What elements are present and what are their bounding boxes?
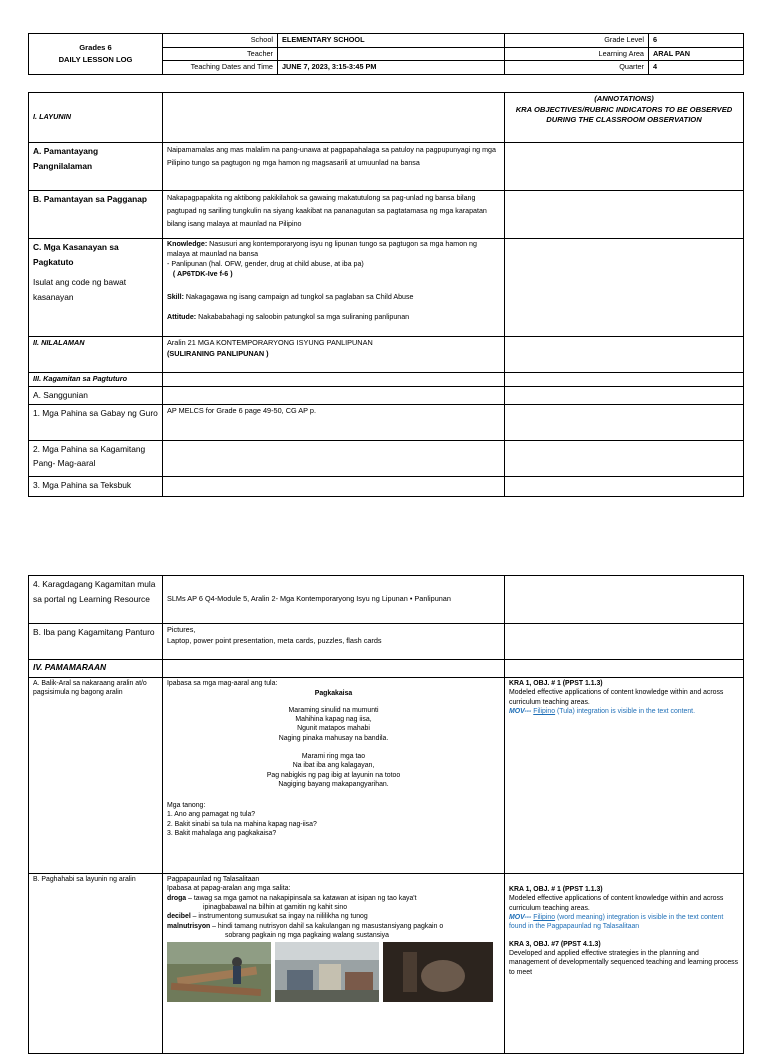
- annotation-cell-kagamitang: [505, 440, 744, 476]
- poem-line: Pag nabigkis ng pag ibig at layunin na totoo: [266, 771, 401, 779]
- pamamaraan-label: IV. PAMAMARAAN: [29, 660, 163, 678]
- gabay-text: AP MELCS for Grade 6 page 49-50, CG AP p.: [163, 404, 505, 440]
- malnutrisyon-term: malnutrisyon: [167, 922, 211, 930]
- kra3-title: KRA 3, OBJ. #7 (PPST 4.1.3): [509, 940, 601, 948]
- annotation-cell-c: [505, 239, 744, 337]
- photo-dark-scene: [383, 942, 493, 1002]
- tanong-item: 3. Bakit mahalaga ang pagkakaisa?: [167, 830, 277, 838]
- kra1-title: KRA 1, OBJ. # 1 (PPST 1.1.3): [509, 680, 603, 687]
- gabay-label: 1. Mga Pahina sa Gabay ng Guro: [29, 404, 163, 440]
- skill-text: Nakagagawa ng isang campaign ad tungkol sa paglaban sa Child Abuse: [183, 292, 414, 301]
- school-label: School: [163, 34, 278, 48]
- kra1b-mov: [509, 913, 739, 932]
- iba-text-1: Pictures,: [167, 625, 196, 634]
- iba-text-2: Laptop, power point presentation, meta cards, puzzles, flash cards: [167, 635, 382, 645]
- droga-def2: ipinagbabawal na bilhin at gamitin ng kahit sino: [203, 903, 348, 911]
- droga-entry: [167, 894, 500, 903]
- annotation-cell-iba: [505, 624, 744, 660]
- kra1-mov-text: (Tula) integration is visible in the text content.: [555, 707, 696, 715]
- kra1b-text: Modeled effective applications of content knowledge within and across curriculum teaching areas.: [509, 895, 724, 912]
- pamamaraan-content: [163, 660, 505, 678]
- quarter-label: Quarter: [505, 61, 649, 75]
- annotation-cell-gabay: [505, 404, 744, 440]
- kasanayan-label: C. Mga Kasanayan sa Pagkatuto: [33, 242, 119, 267]
- poem-title: Pagkakaisa: [314, 690, 353, 698]
- quarter-value: 4: [649, 61, 744, 75]
- knowledge-label: Knowledge:: [167, 240, 208, 248]
- kra1b-title: KRA 1, OBJ. # 1 (PPST 1.1.3): [509, 886, 603, 893]
- log-title-grade: Grades 6: [79, 42, 112, 52]
- malnutrisyon-entry: [167, 922, 500, 931]
- grade-label: Grade Level: [505, 34, 649, 48]
- nilalaman-content: [163, 337, 505, 373]
- poem-line: Maraming sinulid na mumunti: [288, 706, 379, 714]
- knowledge-line2: - Panlipunan (hal. OFW, gender, drug at child abuse, at iba pa): [167, 259, 364, 268]
- layunin-content: [163, 93, 505, 143]
- poem-line: Ngunit matapos mahabi: [297, 725, 370, 733]
- nilalaman-text: Aralin 21 MGA KONTEMPORARYONG ISYUNG PANLIPUNAN: [167, 338, 373, 347]
- teacher-value: [278, 47, 505, 61]
- sanggunian-content: [163, 386, 505, 404]
- attitude-label: Attitude:: [167, 312, 197, 321]
- dates-label: Teaching Dates and Time: [163, 61, 278, 75]
- paghahabi-title: Pagpapaunlad ng Talasalitaan: [167, 876, 260, 883]
- photo-garbage: [275, 942, 379, 1002]
- kra1b-mov-link: Filipino: [533, 913, 556, 921]
- kra1b-mov-text: (word meaning) integration is visible in the text content found in the Pagpapaunlad ng Talasalitaan: [509, 913, 724, 931]
- poem-stanza-2: [167, 752, 500, 789]
- annotation-cell-a: [505, 143, 744, 191]
- knowledge-text: Nasusuri ang kontemporaryong isyu ng lipunan tungo sa pagtugon sa mga hamon ng malaya at maunlad na bansa: [167, 240, 477, 258]
- annotation-cell-paghahabi: [505, 874, 744, 1054]
- pamantayan-pagganap-label: B. Pamantayan sa Pagganap: [29, 191, 163, 239]
- photo-logging: [167, 942, 271, 1002]
- decibel-def: – instrumentong sumusukat sa ingay na nililikha ng tunog: [190, 913, 368, 921]
- paghahabi-intro: Ipabasa at papag-aralan ang mga salita:: [167, 885, 291, 893]
- annotation-cell-b: [505, 191, 744, 239]
- school-value: ELEMENTARY SCHOOL: [278, 34, 505, 48]
- header-table: [28, 33, 744, 75]
- droga-term: droga: [167, 894, 187, 902]
- tanong-label: Mga tanong:: [167, 802, 206, 810]
- layunin-label: I. LAYUNIN: [29, 93, 163, 143]
- balik-label: A. Balik-Aral sa nakaraang aralin at/o pagsisimula ng bagong aralin: [29, 678, 163, 874]
- kra1b-mov-label: MOV---: [509, 913, 532, 921]
- annotation-cell-balik: [505, 678, 744, 874]
- poem-line: Nagiging bayang makapangyarihan.: [278, 780, 389, 788]
- attitude-text: Nakababahagi ng saloobin patungkol sa mga suliraning panlipunan: [196, 312, 410, 321]
- karagdagang-text: SLMs AP 6 Q4-Module 5, Aralin 2- Mga Kontemporaryong Isyu ng Lipunan • Panlipunan: [163, 576, 505, 624]
- iba-content: [163, 624, 505, 660]
- kagamitan-label: III. Kagamitan sa Pagtuturo: [29, 373, 163, 387]
- kasanayan-content: [163, 239, 505, 337]
- malnutrisyon-def: – hindi tamang nutrisyon dahil sa kakulangan ng masustansiyang pagkain o: [210, 922, 444, 930]
- balik-intro: Ipabasa sa mga mag-aaral ang tula:: [167, 680, 278, 687]
- poem-stanza-1: [167, 706, 500, 743]
- karagdagang-label: 4. Karagdagang Kagamitan mula sa portal ng Learning Resource: [29, 576, 163, 624]
- annotation-cell-pamamaraan: [505, 660, 744, 678]
- paghahabi-label: B. Paghahabi sa layunin ng aralin: [29, 874, 163, 1054]
- annotation-cell-karagdagang: [505, 576, 744, 624]
- annotation-cell-teksbuk: [505, 476, 744, 496]
- teacher-label: Teacher: [163, 47, 278, 61]
- iba-label: B. Iba pang Kagamitang Panturo: [29, 624, 163, 660]
- annotation-cell-nilalaman: [505, 337, 744, 373]
- kasanayan-sub: Isulat ang code ng bawat kasanayan: [33, 277, 127, 303]
- annotation-header: (ANNOTATIONS) KRA OBJECTIVES/RUBRIC INDICATORS TO BE OBSERVED DURING THE CLASSROOM OBSERVATION: [505, 93, 744, 143]
- paghahabi-content: [163, 874, 505, 1054]
- tanong-item: 1. Ano ang pamagat ng tula?: [167, 811, 256, 819]
- pamantayang-pangnilalaman-text: Naipamamalas ang mas malalim na pang-unawa at pagpapahalaga sa patuloy na pagpupunyagi ng mga Pilipino tungo sa pagtugon ng mga hamon ng magsasarili at umuunlad na bansa: [163, 143, 505, 191]
- log-title: [29, 34, 163, 75]
- knowledge-code: ( AP6TDK-Ive f-6 ): [172, 269, 233, 278]
- kagamitan-content: [163, 373, 505, 387]
- annotation-cell-kagamitan: [505, 373, 744, 387]
- kasanayan-cell: [29, 239, 163, 337]
- poem-line: Marami ring mga tao: [301, 752, 366, 760]
- log-title-name: DAILY LESSON LOG: [58, 54, 133, 64]
- dates-value: JUNE 7, 2023, 3:15-3:45 PM: [278, 61, 505, 75]
- annotation-cell-sanggunian: [505, 386, 744, 404]
- kagamitang-label: 2. Mga Pahina sa Kagamitang Pang- Mag-aaral: [29, 440, 163, 476]
- nilalaman-label: II. NILALAMAN: [29, 337, 163, 373]
- poem-line: Na ibat iba ang kalagayan,: [292, 762, 375, 770]
- droga-def: – tawag sa mga gamot na nakapipinsala sa katawan at isipan ng tao kaya't: [186, 894, 417, 902]
- kra3-text: Developed and applied effective strategies in the planning and management of developmentally sequenced teaching and learning process to meet: [509, 949, 739, 976]
- tanong-item: 2. Bakit sinabi sa tula na mahina kapag nag-iisa?: [167, 820, 317, 828]
- kra1-mov: [509, 707, 739, 716]
- pamantayang-pangnilalaman-label: A. Pamantayang Pangnilalaman: [29, 143, 163, 191]
- decibel-entry: [167, 912, 500, 921]
- poem-line: Naging pinaka mahusay na bandila.: [278, 734, 389, 742]
- decibel-term: decibel: [167, 913, 191, 921]
- photo-row: [167, 942, 500, 1002]
- malnutrisyon-def2: sobrang pagkain ng mga pagkaing walang sustansiya: [225, 931, 389, 939]
- kagamitang-content: [163, 440, 505, 476]
- balik-content: [163, 678, 505, 874]
- kra1-mov-label: MOV---: [509, 707, 532, 715]
- kra1-mov-link: Filipino: [533, 707, 556, 715]
- lesson-table-2: [28, 575, 744, 1054]
- pamantayan-pagganap-text: Nakapagpapakita ng aktibong pakikilahok sa gawaing makatutulong sa pag-unlad ng bansa bilang pagtupad ng sariling tungkulin na siyang kaakibat na pananagutan sa pagtatamasa ng mga karapatan bilang isang malaya at maunlad na Pilipino: [163, 191, 505, 239]
- kra1-text: Modeled effective applications of content knowledge within and across curriculum teaching areas.: [509, 689, 724, 706]
- sanggunian-label: A. Sanggunian: [29, 386, 163, 404]
- teksbuk-content: [163, 476, 505, 496]
- area-value: ARAL PAN: [649, 47, 744, 61]
- nilalaman-sub: (SULIRANING PANLIPUNAN ): [167, 348, 269, 358]
- teksbuk-label: 3. Mga Pahina sa Teksbuk: [29, 476, 163, 496]
- skill-label: Skill:: [167, 292, 184, 301]
- area-label: Learning Area: [505, 47, 649, 61]
- poem-line: Mahihina kapag nag iisa,: [295, 715, 372, 723]
- lesson-table-1: [28, 92, 744, 497]
- grade-value: 6: [649, 34, 744, 48]
